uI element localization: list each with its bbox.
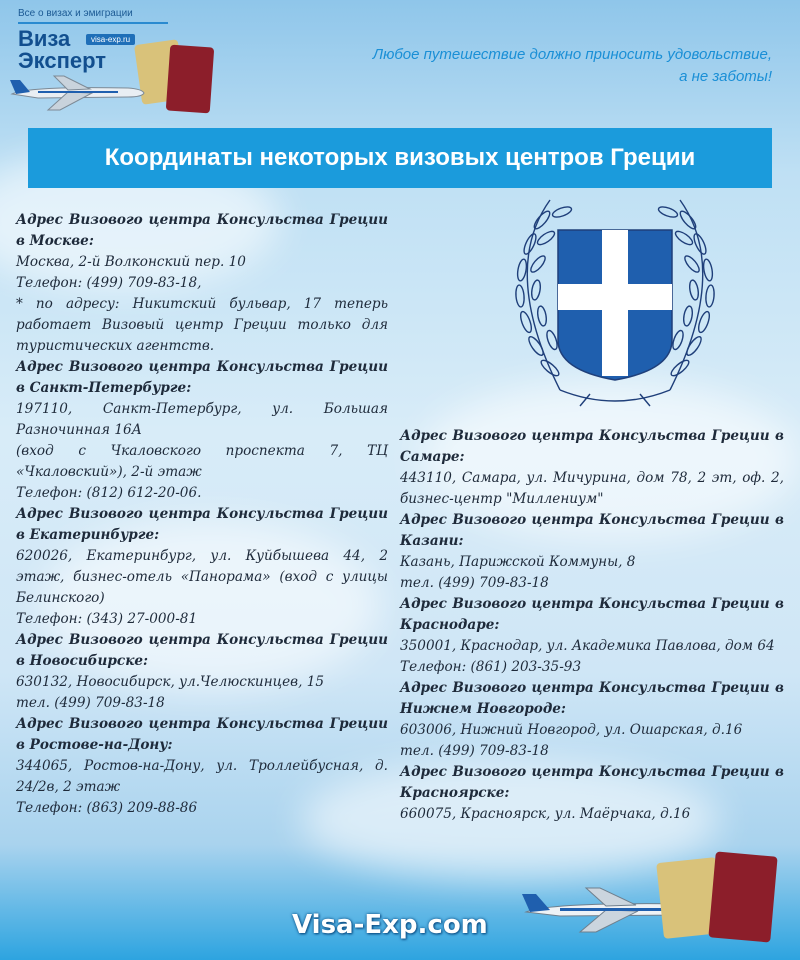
logo-text-line1: Виза [18,26,71,51]
address-line: 620026, Екатеринбург, ул. Куйбышева 44, 2 этаж, бизнес-отель «Панорама» (вход с улицы Белинского) [16,548,388,606]
passport-icon [166,45,214,114]
phone-line: Телефон: (343) 27-000-81 [16,611,198,627]
address-line: 630132, Новосибирск, ул.Челюскинцев, 15 [16,674,325,690]
site-logo[interactable] [8,6,218,124]
page-title-banner [28,128,772,188]
right-address-column [400,426,784,825]
page-title: Координаты некоторых визовых центров Греции [104,144,696,171]
address-heading: Адрес Визового центра Консульства Греции в Нижнем Новгороде: [400,680,784,717]
address-entry-moscow [16,210,388,357]
address-line: 344065, Ростов-на-Дону, ул. Троллейбусная, д. 24/2в, 2 этаж [16,758,388,795]
address-heading: Адрес Визового центра Консульства Греции в Москве: [16,212,388,249]
phone-line: тел. (499) 709-83-18 [16,695,165,711]
address-heading: Адрес Визового центра Консульства Греции в Красноярске: [400,764,784,801]
logo-tagline: Все о визах и эмиграции [18,8,133,19]
address-line: 660075, Красноярск, ул. Маёрчака, д.16 [400,806,691,822]
slogan-line1: Любое путешествие должно приносить удовольствие, [372,46,772,63]
left-address-column [16,210,388,819]
phone-line: Телефон: (499) 709-83-18, [16,275,202,291]
address-heading: Адрес Визового центра Консульства Греции в Казани: [400,512,784,549]
slogan-line2: а не заботы! [679,68,772,85]
address-heading: Адрес Визового центра Консульства Греции в Екатеринбурге: [16,506,388,543]
logo-url-badge: visa-exp.ru [86,34,135,45]
address-entry-samara [400,426,784,510]
logo-divider [18,22,168,24]
address-entry-krasnoyarsk [400,762,784,825]
address-heading: Адрес Визового центра Консульства Греции в Санкт-Петербурге: [16,359,388,396]
address-entry-spb [16,357,388,504]
address-heading: Адрес Визового центра Консульства Греции в Ростове-на-Дону: [16,716,388,753]
address-line: (вход с Чкаловского проспекта 7, ТЦ «Чкаловский»), 2-й этаж [16,443,388,480]
footer-site-link[interactable]: Visa-Exp.com [292,910,488,940]
address-line: 197110, Санкт-Петербург, ул. Большая Разночинная 16А [16,401,388,438]
address-heading: Адрес Визового центра Консульства Греции в Краснодаре: [400,596,784,633]
phone-line: Телефон: (812) 612-20-06. [16,485,202,501]
address-entry-novosibirsk [16,630,388,714]
address-entry-ekaterinburg [16,504,388,630]
passport-icon [708,851,777,942]
address-line: Москва, 2-й Волконский пер. 10 [16,254,246,270]
address-entry-rostov [16,714,388,819]
address-heading: Адрес Визового центра Консульства Греции в Самаре: [400,428,784,465]
phone-line: тел. (499) 709-83-18 [400,575,549,591]
note-line: * по адресу: Никитский бульвар, 17 теперь работает Визовый центр Греции только для туристических агентств. [16,296,388,354]
address-line: Казань, Парижской Коммуны, 8 [400,554,636,570]
phone-line: тел. (499) 709-83-18 [400,743,549,759]
address-line: 443110, Самара, ул. Мичурина, дом 78, 2 эт, оф. 2, бизнес-центр "Миллениум" [400,470,784,507]
address-entry-krasnodar [400,594,784,678]
logo-text-line2: Эксперт [18,48,107,73]
address-line: 603006, Нижний Новгород, ул. Ошарская, д.16 [400,722,743,738]
slogan [302,44,772,88]
address-line: 350001, Краснодар, ул. Академика Павлова, дом 64 [400,638,775,654]
address-entry-nizhny-novgorod [400,678,784,762]
address-heading: Адрес Визового центра Консульства Греции в Новосибирске: [16,632,388,669]
greek-coat-of-arms-icon [490,180,740,408]
phone-line: Телефон: (861) 203-35-93 [400,659,582,675]
airplane-icon [8,72,148,112]
phone-line: Телефон: (863) 209-88-86 [16,800,198,816]
address-entry-kazan [400,510,784,594]
